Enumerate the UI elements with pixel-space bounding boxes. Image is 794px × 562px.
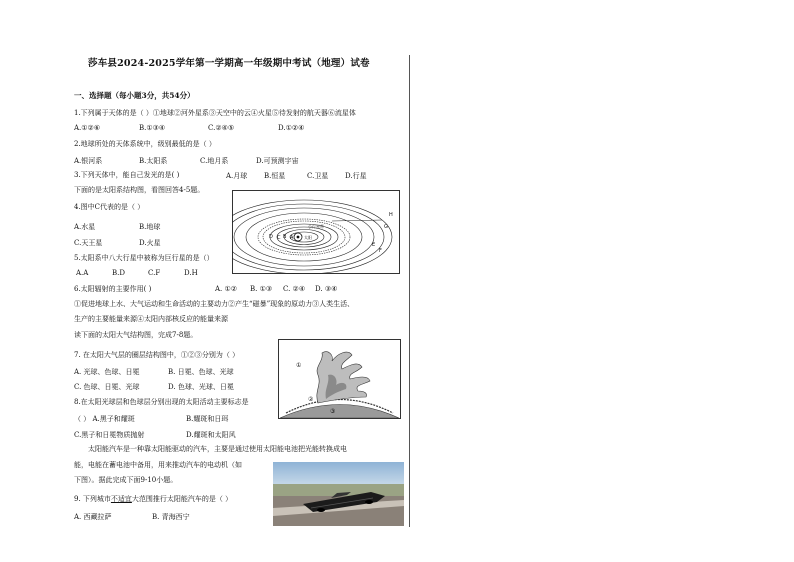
label-c: C: [277, 235, 281, 241]
label-e: E: [372, 242, 376, 248]
q1-stem: 1.下列属于天体的是（ ）①地球②河外星系③天空中的云④火星⑤待发射的航天器⑥流星体: [74, 109, 356, 117]
q6-statements-line2: 生产的主要能量来源④太阳内部核反应的能量来源: [74, 315, 228, 323]
q1-opt-d: D.①②④: [278, 124, 305, 132]
q2-opt-b: B.太阳系: [139, 157, 168, 165]
q2-stem: 2.地球所处的天体系统中，级别最低的是（ ）: [74, 140, 216, 148]
q3-opt-a: A.月球: [226, 172, 248, 180]
label-1: ①: [296, 362, 302, 369]
q5-opt-d: D.H: [184, 269, 198, 277]
q2-opt-c: C.地月系: [200, 157, 229, 165]
q9-opt-b: B. 青海西宁: [152, 513, 190, 521]
solar-atmosphere-figure: [278, 339, 401, 419]
q2-opt-d: D.可预测宇宙: [256, 157, 299, 165]
label-3: ③: [330, 408, 336, 415]
label-asteroid-belt: 小行星带: [308, 224, 324, 229]
q9-opt-a: A. 西藏拉萨: [74, 513, 112, 521]
intro-q7-8: 读下面的太阳大气结构图，完成7-8题。: [74, 331, 198, 339]
q3-opt-d: D.行星: [345, 172, 367, 180]
q6-statements-line1: ①促进地球上水、大气运动和生命活动的主要动力②产生“磁暴”现象的原动力③人类生活、: [74, 300, 355, 308]
q9-stem-part2: 大范围推行太阳能汽车的是（ ）: [131, 495, 233, 503]
q7-stem: 7. 在太阳大气层的圈层结构图中，①②③分别为（ ）: [74, 351, 240, 359]
label-h: H: [389, 212, 393, 218]
q7-opt-c: C. 色球、日冕、光球: [74, 383, 140, 391]
q1-opt-b: B.①③④: [139, 124, 166, 132]
intro-q9-10-line1: 太阳能汽车是一种靠太阳能驱动的汽车，主要是通过使用太阳能电池把光能转换成电: [88, 445, 347, 453]
q8-opt-b: B.耀斑和日珥: [186, 415, 229, 423]
label-sun: 太阳: [304, 235, 312, 240]
q5-stem: 5.太阳系中八大行星中被称为巨行星的是（）: [74, 254, 214, 262]
q3-stem: 3.下列天体中，能自己发光的是( ): [74, 171, 180, 179]
q8-opt-a: （ ） A.黑子和耀斑: [74, 415, 135, 423]
solar-car-photo: [273, 462, 404, 526]
q9-stem-emphasis: 不适宜: [110, 495, 132, 503]
q4-opt-a: A.水星: [74, 223, 96, 231]
q6-opt-a: A. ①②: [215, 285, 238, 293]
intro-q9-10-line3: 下图）。据此完成下面9-10小题。: [74, 476, 178, 484]
q7-opt-a: A. 光球、色球、日冕: [74, 368, 140, 376]
q4-opt-d: D.火星: [139, 239, 161, 247]
column-divider: [409, 55, 410, 527]
q6-opt-c: C. ②④: [283, 285, 306, 293]
q8-opt-c: C.黑子和日冕物质抛射: [74, 431, 145, 439]
q7-opt-d: D. 色球、光球、日冕: [168, 383, 234, 391]
q4-opt-c: C.天王星: [74, 239, 103, 247]
intro-q9-10-line2: 能，电能在蓄电池中备用，用来推动汽车的电动机（如: [74, 461, 242, 469]
q5-opt-c: C.F: [148, 269, 161, 277]
exam-title: 莎车县2024-2025学年第一学期高一年级期中考试（地理）试卷: [88, 58, 370, 69]
solar-car-illustration: [273, 462, 404, 526]
q4-stem: 4.图中C代表的是（ ）: [74, 203, 145, 211]
section-heading: 一、选择题（每小题3分，共54分）: [74, 91, 195, 100]
label-d: D: [269, 234, 273, 240]
q1-opt-a: A.①②⑥: [74, 124, 101, 132]
q2-opt-a: A.银河系: [74, 157, 103, 165]
q3-opt-b: B.恒星: [264, 172, 286, 180]
q8-opt-d: D.耀斑和太阳风: [186, 431, 236, 439]
q3-opt-c: C.卫星: [307, 172, 329, 180]
label-a: A: [290, 235, 294, 241]
label-b: B: [283, 234, 287, 240]
q4-opt-b: B.地球: [139, 223, 161, 231]
intro-q4-5: 下面的是太阳系结构图，看图回答4-5题。: [74, 186, 205, 194]
label-f: F: [379, 248, 382, 254]
q7-opt-b: B. 日冕、色球、光球: [168, 368, 234, 376]
q6-opt-d: D. ③④: [315, 285, 338, 293]
q1-opt-c: C.②④⑤: [208, 124, 235, 132]
q9-stem-part1: 9. 下列城市: [74, 495, 111, 503]
q6-stem: 6.太阳辐射的主要作用( ): [74, 285, 152, 293]
q5-opt-a: A.A: [76, 269, 89, 277]
label-g: G: [384, 224, 388, 230]
q8-stem: 8.在太阳光球层和色球层分别出现的太阳活动主要标志是: [74, 398, 249, 406]
q5-opt-b: B.D: [112, 269, 125, 277]
q6-opt-b: B. ①③: [250, 285, 273, 293]
solar-system-figure: [232, 190, 400, 274]
label-2: ②: [308, 396, 314, 403]
q9-stem: [74, 495, 232, 504]
